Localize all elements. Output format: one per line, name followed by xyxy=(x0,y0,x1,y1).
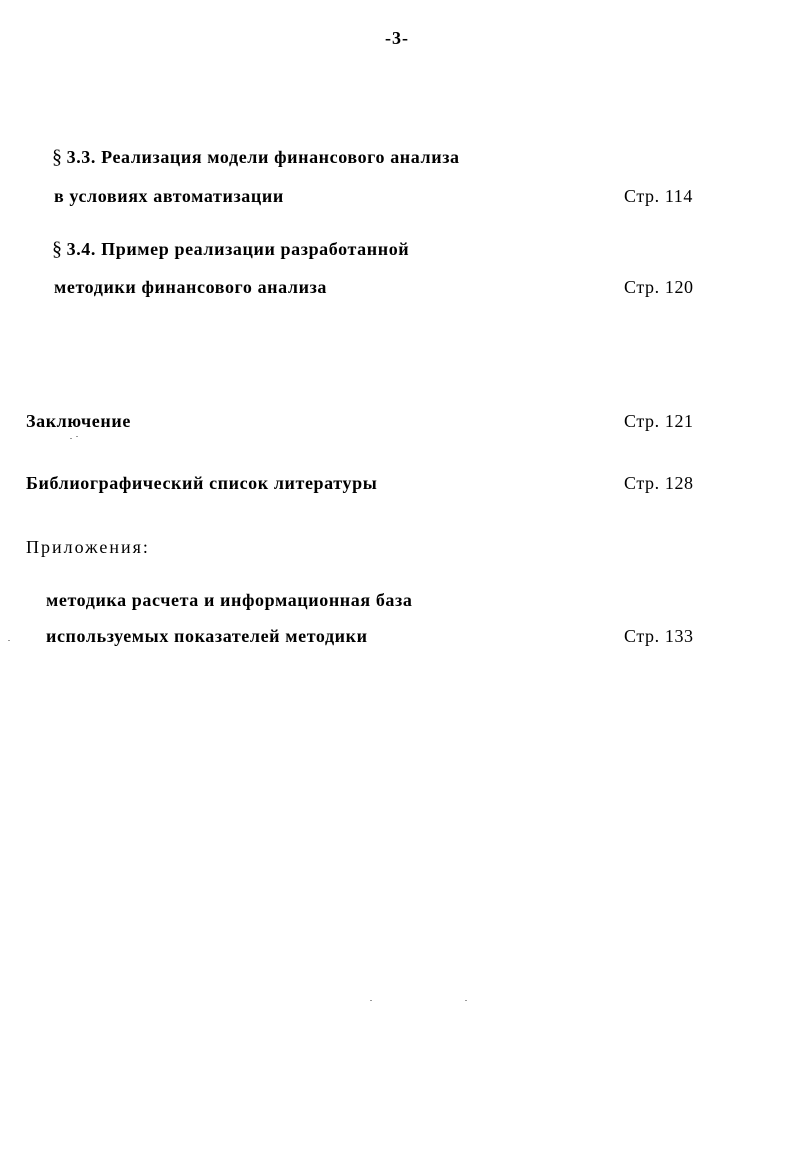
paragraph-sign: § xyxy=(52,238,63,260)
toc-entry-3-4-title: 3.4. Пример реализации разработанной xyxy=(66,239,410,259)
scan-speck xyxy=(370,1000,372,1001)
toc-entry-bibliography: Библиографический список литературы xyxy=(26,473,378,493)
toc-entry-3-3-page: Стр. 114 xyxy=(624,186,693,206)
toc-appendices-line2: используемых показателей методики xyxy=(46,626,368,646)
scan-speck xyxy=(76,436,78,437)
page-number: -3- xyxy=(385,28,409,48)
toc-appendices-page: Стр. 133 xyxy=(624,626,694,646)
toc-entry-conclusion-page: Стр. 121 xyxy=(624,411,694,431)
toc-appendices-line1: методика расчета и информационная база xyxy=(46,590,413,610)
scan-speck xyxy=(8,640,10,641)
toc-entry-conclusion: Заключение xyxy=(26,411,131,431)
toc-entry-3-4-line1 xyxy=(52,238,409,260)
toc-entry-3-4-page: Стр. 120 xyxy=(624,277,694,297)
toc-entry-3-3-line2: в условиях автоматизации xyxy=(54,186,284,206)
toc-entry-3-4-line2: методики финансового анализа xyxy=(54,277,328,297)
paragraph-sign: § xyxy=(52,146,63,168)
scan-speck xyxy=(465,1000,467,1001)
toc-appendices-heading: Приложения: xyxy=(26,537,150,557)
scan-speck xyxy=(70,438,72,439)
toc-entry-3-3-line1 xyxy=(52,146,460,168)
toc-entry-bibliography-page: Стр. 128 xyxy=(624,473,694,493)
toc-entry-3-3-title: 3.3. Реализация модели финансового анализа xyxy=(66,147,460,167)
